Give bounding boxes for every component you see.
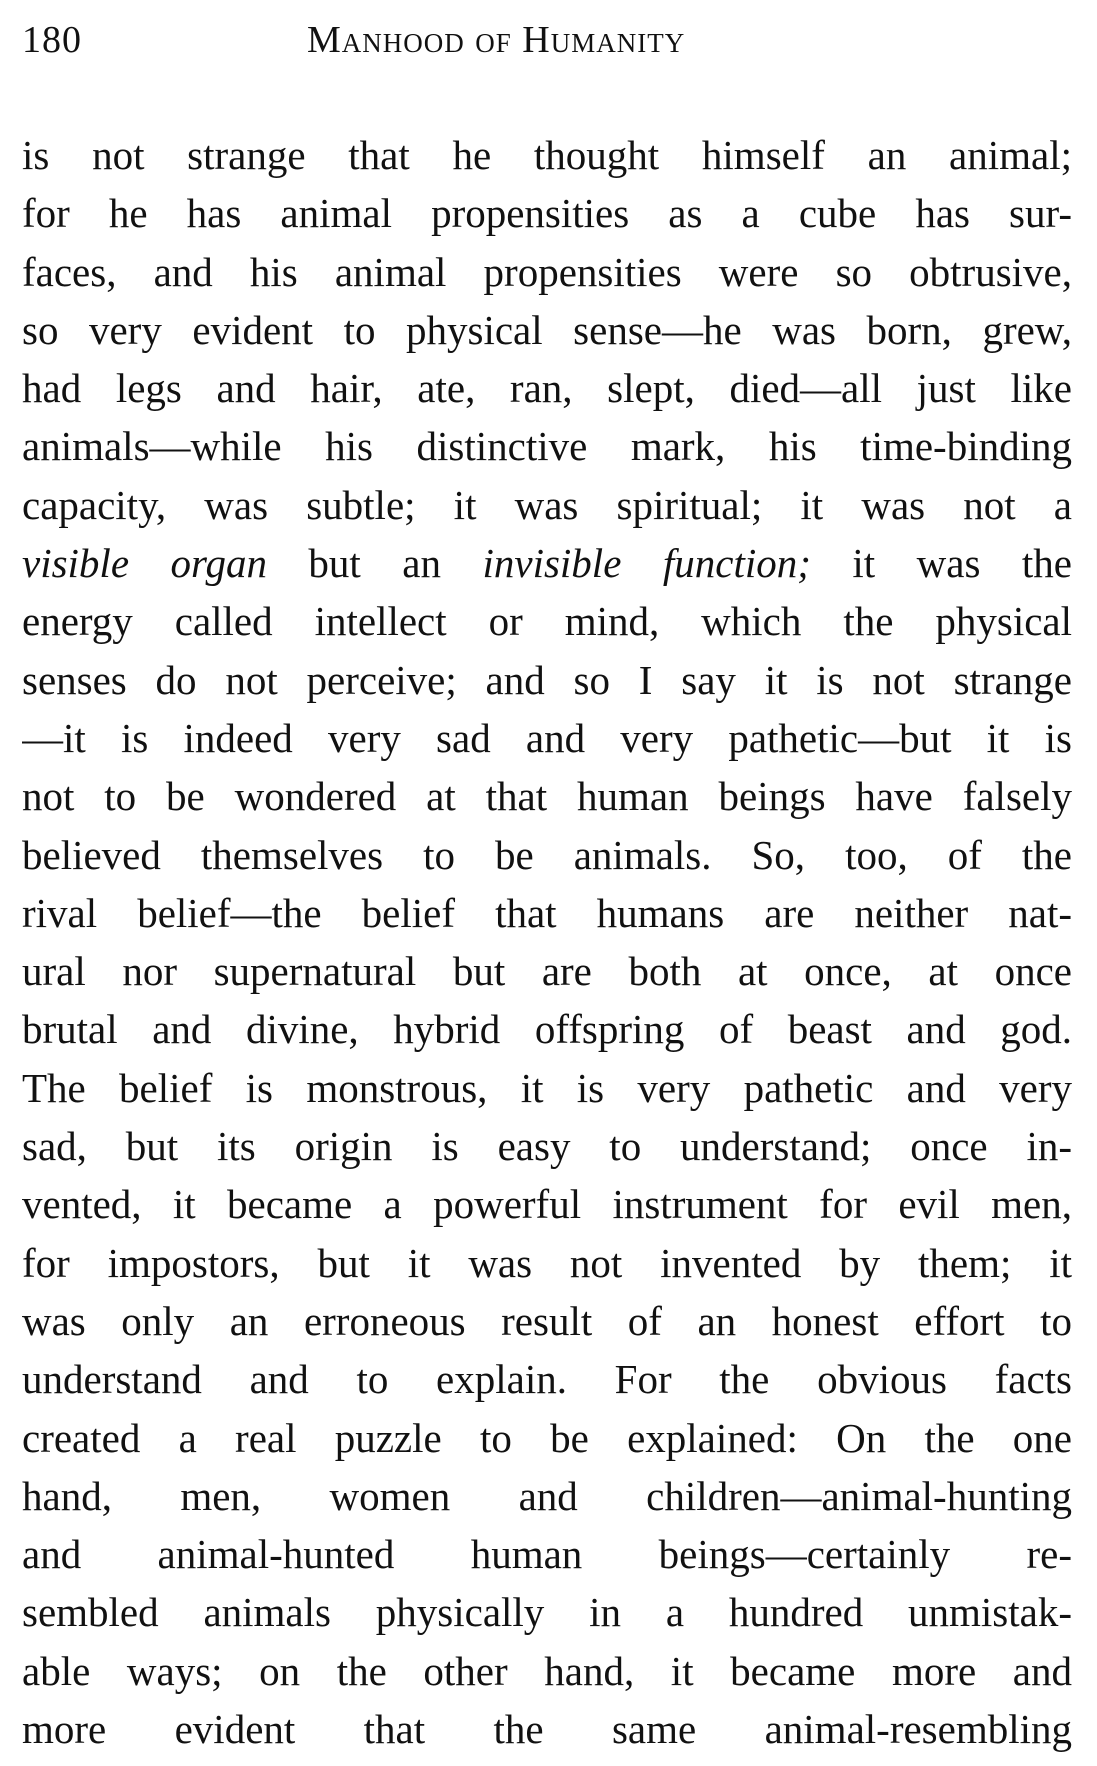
italic-phrase: visible organ bbox=[22, 540, 267, 587]
text-line: animals—while his distinctive mark, his time-binding bbox=[22, 423, 1072, 470]
text-line bbox=[22, 534, 1072, 592]
text-line: sembled animals physically in a hundred unmistak- bbox=[22, 1589, 1072, 1636]
running-head bbox=[22, 14, 1072, 74]
text-line: not to be wondered at that human beings have falsely bbox=[22, 773, 1072, 820]
text-line: so very evident to physical sense—he was born, grew, bbox=[22, 306, 1072, 353]
text-line: hand, men, women and children—animal-hunting bbox=[22, 1472, 1072, 1519]
text-line: believed themselves to be animals. So, too, of the bbox=[22, 831, 1072, 878]
text-line: understand and to explain. For the obvious facts bbox=[22, 1356, 1072, 1403]
text-line: ural nor supernatural but are both at once, at once bbox=[22, 948, 1072, 995]
text-line: faces, and his animal propensities were so obtrusive, bbox=[22, 248, 1072, 295]
text-line: able ways; on the other hand, it became more and bbox=[22, 1647, 1072, 1694]
text-line: for impostors, but it was not invented by them; it bbox=[22, 1239, 1072, 1286]
text-line: energy called intellect or mind, which the physical bbox=[22, 598, 1072, 645]
text-line: had legs and hair, ate, ran, slept, died—all just like bbox=[22, 365, 1072, 412]
text-line: is not strange that he thought himself an animal; bbox=[22, 132, 1072, 178]
text-line: The belief is monstrous, it is very pathetic and very bbox=[22, 1064, 1072, 1111]
running-title: Manhood of Humanity bbox=[307, 19, 686, 61]
text-segment: it was the bbox=[810, 540, 1072, 587]
body-text bbox=[22, 126, 1072, 1758]
text-line: —it is indeed very sad and very pathetic—but it is bbox=[22, 714, 1072, 761]
text-line: senses do not perceive; and so I say it is not strange bbox=[22, 656, 1072, 703]
text-line: sad, but its origin is easy to understand; once in- bbox=[22, 1123, 1072, 1170]
text-line: for he has animal propensities as a cube has sur- bbox=[22, 190, 1072, 237]
text-line: vented, it became a powerful instrument for evil men, bbox=[22, 1181, 1072, 1228]
page-number: 180 bbox=[22, 19, 82, 61]
text-line: was only an erroneous result of an honest effort to bbox=[22, 1297, 1072, 1344]
italic-phrase: invisible function; bbox=[482, 540, 811, 587]
text-line: capacity, was subtle; it was spiritual; it was not a bbox=[22, 481, 1072, 528]
text-line: and animal-hunted human beings—certainly re- bbox=[22, 1531, 1072, 1578]
text-line: created a real puzzle to be explained: On the one bbox=[22, 1414, 1072, 1461]
book-page bbox=[22, 14, 1072, 1754]
text-line: rival belief—the belief that humans are neither nat- bbox=[22, 889, 1072, 936]
text-line: more evident that the same animal-resembling bbox=[22, 1706, 1072, 1753]
text-segment: but an bbox=[266, 540, 483, 587]
text-line: brutal and divine, hybrid offspring of beast and god. bbox=[22, 1006, 1072, 1053]
